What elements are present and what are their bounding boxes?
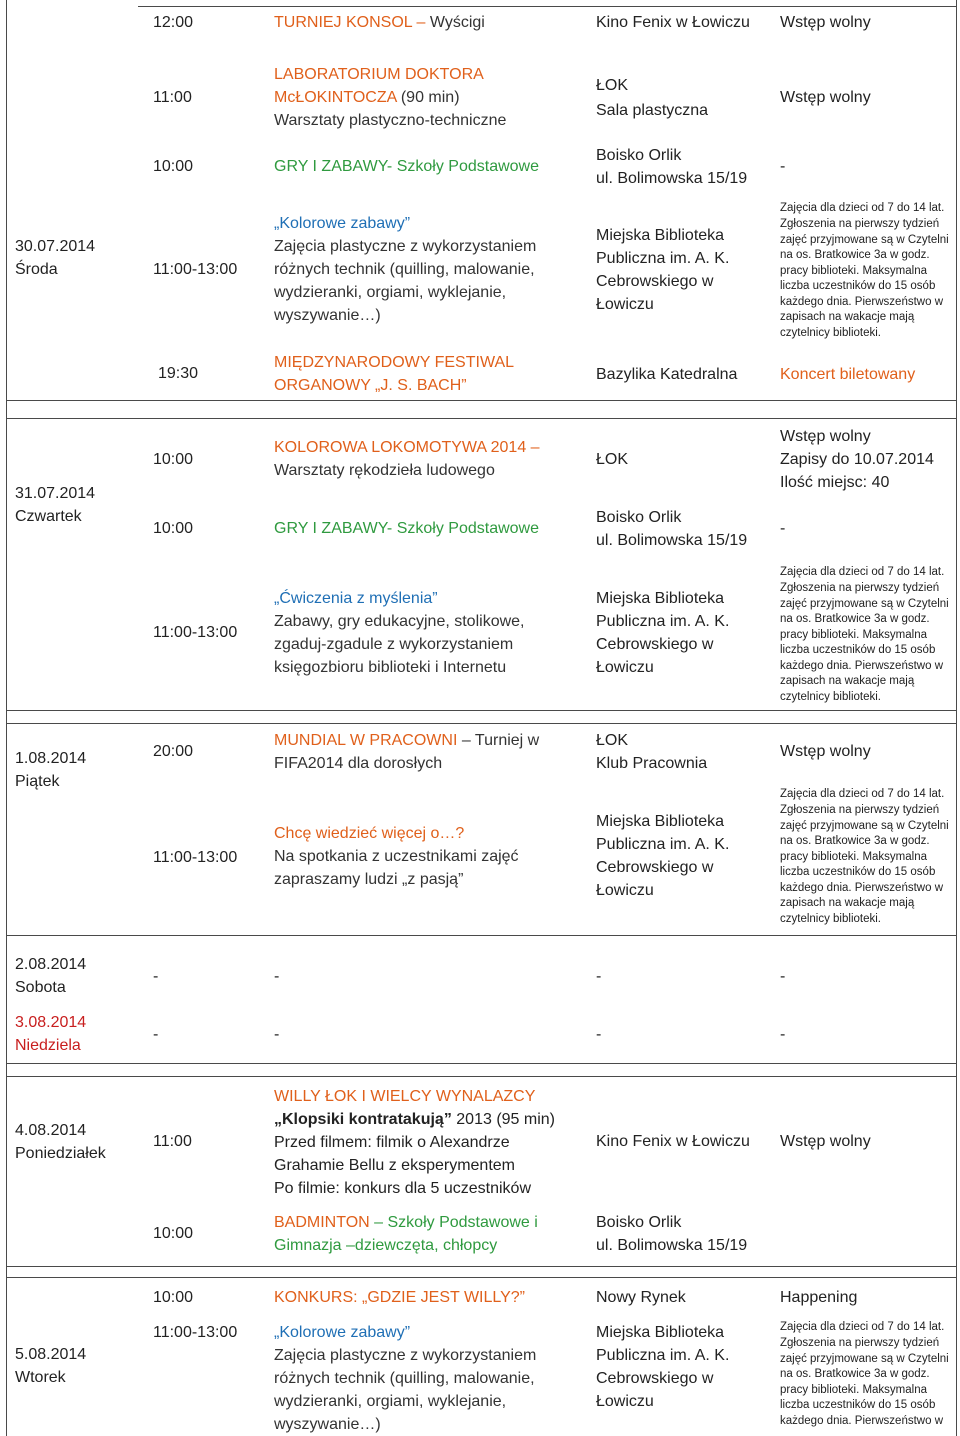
- date-label: 2.08.2014: [15, 956, 87, 973]
- event-place-line: Publiczna im. A. K.: [596, 250, 730, 267]
- event-time: 10:00: [153, 520, 194, 537]
- event-time: 10:00: [153, 1289, 194, 1306]
- event-title-main: TURNIEJ KONSOL: [274, 14, 413, 31]
- event-place-line1: ŁOK: [596, 77, 629, 94]
- library-note-line: pracy biblioteki. Maksymalna: [780, 265, 928, 277]
- library-note-line: czytelnicy biblioteki.: [780, 691, 881, 703]
- event-place-line: Miejska Biblioteka: [596, 813, 725, 830]
- grid-hline: [138, 6, 957, 7]
- date-label: 31.07.2014: [15, 485, 96, 502]
- event-note-line1: Wstęp wolny: [780, 428, 871, 445]
- event-subtitle: Wyścigi: [429, 14, 485, 31]
- event-desc-line: zapraszamy ludzi „z pasją”: [274, 871, 464, 888]
- event-note: Wstęp wolny: [780, 89, 871, 106]
- event-time: 10:00: [153, 158, 194, 175]
- event-note: -: [780, 158, 786, 175]
- grid-vline-left: [6, 0, 7, 1436]
- event-title: „Kolorowe zabawy”: [274, 1324, 411, 1341]
- event-title-line1: LABORATORIUM DOKTORA: [274, 66, 484, 83]
- date-label: 3.08.2014: [15, 1014, 87, 1031]
- day-label: Środa: [15, 261, 58, 278]
- event-time: 10:00: [153, 1225, 194, 1242]
- grid-hline: [6, 1063, 957, 1064]
- library-note-line: liczba uczestników do 15 osób: [780, 644, 936, 656]
- event-place-line1: ŁOK: [596, 732, 629, 749]
- library-note-line: zapisach na wakacje mają: [780, 897, 915, 909]
- event-title-line2: FIFA2014 dla dorosłych: [274, 755, 443, 772]
- empty-dash: -: [274, 968, 280, 985]
- library-note-line: zapisach na wakacje mają: [780, 311, 915, 323]
- event-place-line: Cebrowskiego w: [596, 1370, 714, 1387]
- event-title-main: McŁOKINTOCZA: [274, 89, 397, 106]
- event-place-line2: ul. Bolimowska 15/19: [596, 1237, 748, 1254]
- event-desc-line: Przed filmem: filmik o Alexandrze: [274, 1134, 510, 1151]
- date-label: 30.07.2014: [15, 238, 96, 255]
- library-note-line: Zajęcia dla dzieci od 7 do 14 lat.: [780, 788, 945, 800]
- day-label: Piątek: [15, 773, 60, 790]
- event-title-main: BADMINTON: [274, 1214, 370, 1231]
- event-title-main: KOLOROWA LOKOMOTYWA 2014: [274, 439, 527, 456]
- empty-dash: -: [780, 968, 786, 985]
- day-label: Niedziela: [15, 1037, 81, 1054]
- library-note-line: liczba uczestników do 15 osób: [780, 866, 936, 878]
- event-place-line: Publiczna im. A. K.: [596, 1347, 730, 1364]
- event-title: KONKURS: „GDZIE JEST WILLY?”: [274, 1289, 526, 1306]
- event-title: „Ćwiczenia z myślenia”: [274, 590, 438, 607]
- event-title: GRY I ZABAWY- Szkoły Podstawowe: [274, 520, 539, 537]
- event-desc-line: różnych technik (quilling, malowanie,: [274, 1370, 535, 1387]
- event-title-line2: Gimnazja –dziewczęta, chłopcy: [274, 1237, 498, 1254]
- empty-dash: -: [596, 1026, 602, 1043]
- library-note-line: czytelnicy biblioteki.: [780, 327, 881, 339]
- film-title: „Klopsiki kontratakują”: [274, 1111, 452, 1128]
- event-place: Kino Fenix w Łowiczu: [596, 1133, 750, 1150]
- event-place: ŁOK: [596, 451, 629, 468]
- event-place-line: Łowiczu: [596, 659, 654, 676]
- library-note-line: Zajęcia dla dzieci od 7 do 14 lat.: [780, 202, 945, 214]
- event-place-line2: ul. Bolimowska 15/19: [596, 170, 748, 187]
- library-note-line: każdego dnia. Pierwszeństwo w: [780, 296, 943, 308]
- event-note: Happening: [780, 1289, 858, 1306]
- library-note-line: na os. Bratkowice 3a w godz.: [780, 835, 930, 847]
- grid-hline: [6, 710, 957, 711]
- event-time: 19:30: [158, 365, 199, 382]
- library-note-line: Zgłoszenia na pierwszy tydzień: [780, 1337, 940, 1349]
- day-label: Poniedziałek: [15, 1145, 106, 1162]
- event-desc-line: Zajęcia plastyczne z wykorzystaniem: [274, 238, 537, 255]
- library-note-line: pracy biblioteki. Maksymalna: [780, 629, 928, 641]
- library-note-line: pracy biblioteki. Maksymalna: [780, 851, 928, 863]
- event-place-line: Cebrowskiego w: [596, 273, 714, 290]
- event-note: Wstęp wolny: [780, 743, 871, 760]
- date-label: 1.08.2014: [15, 750, 87, 767]
- event-place: Bazylika Katedralna: [596, 366, 738, 383]
- event-title-line2: ORGANOWY „J. S. BACH”: [274, 377, 467, 394]
- library-note-line: Zajęcia dla dzieci od 7 do 14 lat.: [780, 1321, 945, 1333]
- event-place-line1: Boisko Orlik: [596, 1214, 682, 1231]
- grid-hline: [6, 1076, 957, 1077]
- event-time: 11:00-13:00: [153, 849, 238, 866]
- library-note-line: liczba uczestników do 15 osób: [780, 280, 936, 292]
- event-title: [274, 11, 485, 34]
- event-time: 12:00: [153, 14, 194, 31]
- film-title-line: [274, 1108, 555, 1131]
- event-place-line1: Boisko Orlik: [596, 147, 682, 164]
- event-place-line: Miejska Biblioteka: [596, 1324, 725, 1341]
- event-desc-line: Po filmie: konkurs dla 5 uczestników: [274, 1180, 531, 1197]
- empty-dash: -: [780, 1026, 786, 1043]
- date-label: 4.08.2014: [15, 1122, 87, 1139]
- event-subtitle: – Turniej w: [457, 732, 540, 749]
- event-place-line2: Klub Pracownia: [596, 755, 708, 772]
- empty-dash: -: [153, 968, 159, 985]
- day-label: Wtorek: [15, 1369, 66, 1386]
- event-place-line: Publiczna im. A. K.: [596, 836, 730, 853]
- event-place-line: Cebrowskiego w: [596, 636, 714, 653]
- library-note-line: Zajęcia dla dzieci od 7 do 14 lat.: [780, 566, 945, 578]
- event-time: 11:00-13:00: [153, 261, 238, 278]
- event-title: WILLY ŁOK I WIELCY WYNALAZCY: [274, 1088, 536, 1105]
- event-time: 10:00: [153, 451, 194, 468]
- event-desc-line: księgozbioru biblioteki i Internetu: [274, 659, 507, 676]
- day-label: Sobota: [15, 979, 66, 996]
- library-note-line: każdego dnia. Pierwszeństwo w: [780, 660, 943, 672]
- event-place-line: Łowiczu: [596, 882, 654, 899]
- grid-hline: [6, 935, 957, 936]
- event-title-main: MUNDIAL W PRACOWNI: [274, 732, 458, 749]
- event-place-line: Łowiczu: [596, 296, 654, 313]
- event-title-line1: MIĘDZYNARODOWY FESTIWAL: [274, 354, 515, 371]
- library-note-line: zapisach na wakacje mają: [780, 675, 915, 687]
- event-desc-line: Zajęcia plastyczne z wykorzystaniem: [274, 1347, 537, 1364]
- grid-hline: [6, 400, 957, 401]
- title-dash: –: [412, 14, 430, 31]
- library-note-line: pracy biblioteki. Maksymalna: [780, 1384, 928, 1396]
- event-desc-line: wyszywanie…): [274, 307, 381, 324]
- event-note: -: [780, 520, 786, 537]
- event-desc-line: wyszywanie…): [274, 1416, 381, 1433]
- event-desc-line: wydzieranki, orgiami, wyklejanie,: [274, 1393, 507, 1410]
- event-place-line: Publiczna im. A. K.: [596, 613, 730, 630]
- date-label: 5.08.2014: [15, 1346, 87, 1363]
- empty-dash: -: [596, 968, 602, 985]
- library-note-line: na os. Bratkowice 3a w godz.: [780, 1368, 930, 1380]
- grid-hline: [6, 1266, 957, 1267]
- library-note-line: każdego dnia. Pierwszeństwo w: [780, 882, 943, 894]
- event-duration: (90 min): [396, 89, 460, 106]
- event-time: 11:00-13:00: [153, 624, 238, 641]
- library-note-line: zajęć przyjmowane są w Czytelni: [780, 598, 949, 610]
- event-title: GRY I ZABAWY- Szkoły Podstawowe: [274, 158, 539, 175]
- library-note-line: zajęć przyjmowane są w Czytelni: [780, 820, 949, 832]
- library-note-line: Zgłoszenia na pierwszy tydzień: [780, 804, 940, 816]
- event-title-line1: [274, 1211, 538, 1234]
- event-subtitle: Warsztaty plastyczno-techniczne: [274, 112, 507, 129]
- event-title: Chcę wiedzieć więcej o…?: [274, 825, 465, 842]
- event-place: Kino Fenix w Łowiczu: [596, 14, 750, 31]
- film-info: 2013 (95 min): [451, 1111, 555, 1128]
- library-note-line: Zgłoszenia na pierwszy tydzień: [780, 582, 940, 594]
- event-place-line: Cebrowskiego w: [596, 859, 714, 876]
- event-desc-line: wydzieranki, orgiami, wyklejanie,: [274, 284, 507, 301]
- event-title-line1: [274, 729, 539, 752]
- event-title: „Kolorowe zabawy”: [274, 215, 411, 232]
- event-note: Wstęp wolny: [780, 1133, 871, 1150]
- grid-hline: [6, 418, 957, 419]
- event-desc-line: Grahamie Bellu z eksperymentem: [274, 1157, 515, 1174]
- event-place-line: Łowiczu: [596, 1393, 654, 1410]
- event-desc-line: zgaduj-zgadule z wykorzystaniem: [274, 636, 514, 653]
- event-place: Nowy Rynek: [596, 1289, 686, 1306]
- event-subtitle: Warsztaty rękodzieła ludowego: [274, 462, 495, 479]
- title-dash: –: [526, 439, 540, 456]
- event-place-line1: Boisko Orlik: [596, 509, 682, 526]
- event-time: 11:00: [153, 89, 192, 106]
- event-title-line2: [274, 86, 460, 109]
- event-place-line: Miejska Biblioteka: [596, 590, 725, 607]
- library-note-line: liczba uczestników do 15 osób: [780, 1399, 936, 1411]
- event-desc-line: Zabawy, gry edukacyjne, stolikowe,: [274, 613, 525, 630]
- event-time: 11:00-13:00: [153, 1324, 238, 1341]
- library-note-line: zajęć przyjmowane są w Czytelni: [780, 234, 949, 246]
- day-label: Czwartek: [15, 508, 82, 525]
- event-note: Koncert biletowany: [780, 366, 916, 383]
- event-time: 11:00: [153, 1133, 192, 1150]
- grid-vline-right: [956, 0, 957, 1436]
- library-note-line: czytelnicy biblioteki.: [780, 913, 881, 925]
- event-place-line2: Sala plastyczna: [596, 102, 709, 119]
- event-note: Wstęp wolny: [780, 14, 871, 31]
- library-note-line: Zgłoszenia na pierwszy tydzień: [780, 218, 940, 230]
- event-desc-line: różnych technik (quilling, malowanie,: [274, 261, 535, 278]
- event-title: [274, 436, 540, 459]
- event-place-line2: ul. Bolimowska 15/19: [596, 532, 748, 549]
- event-note-line2: Zapisy do 10.07.2014: [780, 451, 934, 468]
- grid-hline: [6, 723, 957, 724]
- event-desc-line: Na spotkania z uczestnikami zajęć: [274, 848, 519, 865]
- empty-dash: -: [274, 1026, 280, 1043]
- event-place-line: Miejska Biblioteka: [596, 227, 725, 244]
- library-note-line: każdego dnia. Pierwszeństwo w: [780, 1415, 943, 1427]
- empty-dash: -: [153, 1026, 159, 1043]
- event-note-line3: Ilość miejsc: 40: [780, 474, 890, 491]
- event-time: 20:00: [153, 743, 194, 760]
- grid-hline: [6, 1277, 957, 1278]
- library-note-line: na os. Bratkowice 3a w godz.: [780, 613, 930, 625]
- library-note-line: na os. Bratkowice 3a w godz.: [780, 249, 930, 261]
- event-subtitle: – Szkoły Podstawowe i: [369, 1214, 538, 1231]
- library-note-line: zajęć przyjmowane są w Czytelni: [780, 1353, 949, 1365]
